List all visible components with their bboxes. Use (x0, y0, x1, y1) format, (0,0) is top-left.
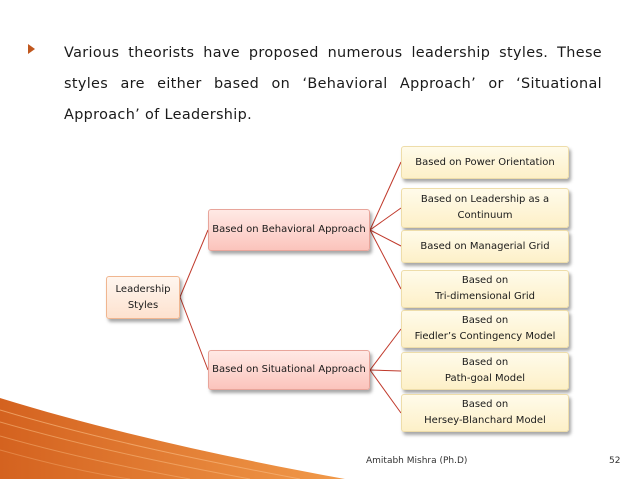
connector-behavioral-power (370, 162, 401, 230)
connector-situational-fiedler (370, 329, 401, 370)
leaf-leadership-continuum-line2: Continuum (457, 210, 513, 221)
intro-text: Various theorists have proposed numerous leadership styles. These styles are either based on ‘Behavioral Approach’ or ‘Situational Approach’ of Leadership. (64, 45, 602, 123)
root-node-leadership-styles (106, 276, 180, 319)
leaf-hersey-blanchard-line1: Based on (461, 399, 509, 410)
behavioral-approach-label: Based on Behavioral Approach (212, 224, 366, 235)
situational-approach-label: Based on Situational Approach (212, 364, 366, 375)
leaf-path-goal-line2: Path-goal Model (444, 373, 526, 384)
root-node-line1: Leadership (115, 283, 171, 295)
leaf-managerial-grid (401, 230, 569, 263)
behavioral-approach-node (208, 209, 370, 251)
root-node-line2: Styles (127, 299, 159, 311)
leaf-power-orientation-text: Based on Power Orientation (415, 156, 555, 168)
leaf-hersey-blanchard-line2: Hersey-Blanchard Model (424, 415, 546, 426)
connector-situational-hersey (370, 370, 401, 413)
leaf-hersey-blanchard (401, 394, 569, 432)
leaf-leadership-continuum (401, 188, 569, 228)
leaf-leadership-continuum-line1: Based on Leadership as a (420, 194, 550, 205)
connector-situational-pathgoal (370, 370, 401, 371)
leaf-power-orientation (401, 146, 569, 179)
leaf-path-goal (401, 352, 569, 390)
leaf-tridimensional-grid-line1: Based on (461, 275, 509, 286)
connector-behavioral-tridimensional (370, 230, 401, 289)
leaf-managerial-grid-text: Based on Managerial Grid (420, 240, 550, 252)
leaf-path-goal-line1: Based on (461, 357, 509, 368)
connector-root-behavioral (180, 230, 208, 297)
leaf-tridimensional-grid (401, 270, 569, 308)
leaf-tridimensional-grid-line2: Tri-dimensional Grid (434, 291, 535, 302)
leaf-fiedler-contingency-line2: Fiedler’s Contingency Model (414, 331, 556, 342)
leaf-fiedler-contingency-line1: Based on (461, 315, 509, 326)
footer-page-number: 52 (609, 456, 621, 466)
footer-author: Amitabh Mishra (Ph.D) (366, 456, 468, 466)
situational-approach-node (208, 350, 370, 390)
leaf-fiedler-contingency (401, 310, 569, 348)
connector-root-situational (180, 297, 208, 370)
